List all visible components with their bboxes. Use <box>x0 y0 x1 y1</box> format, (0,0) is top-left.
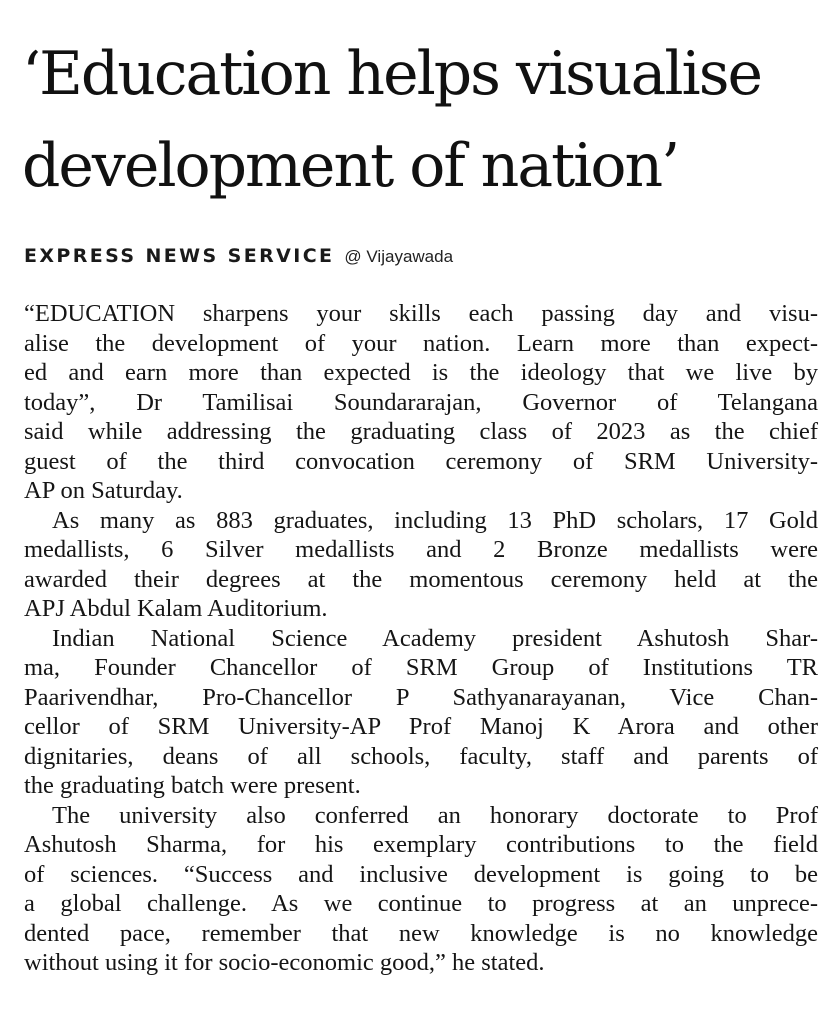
paragraph-2 <box>24 506 818 624</box>
paragraph-line: AP on Saturday. <box>24 477 183 504</box>
paragraph-line: dented pace, remember that new knowledge is no knowledge <box>24 919 818 947</box>
byline-dateline: @ Vijayawada <box>344 247 454 266</box>
paragraph-line: Ashutosh Sharma, for his exemplary contributions to the field <box>24 831 818 858</box>
byline <box>24 245 453 273</box>
paragraph-line: cellor of SRM University-AP Prof Manoj K Arora and other <box>24 713 818 740</box>
headline-line-1: ‘Education helps visualise <box>22 39 762 109</box>
paragraph-1 <box>24 299 818 506</box>
paragraph-line: awarded their degrees at the momentous ceremony held at the <box>24 565 818 593</box>
paragraph-line: Indian National Science Academy president Ashutosh Shar- <box>52 624 818 652</box>
paragraph-3 <box>24 624 818 801</box>
paragraph-line: Paarivendhar, Pro-Chancellor P Sathyanarayanan, Vice Chan- <box>24 683 818 711</box>
paragraph-line: As many as 883 graduates, including 13 PhD scholars, 17 Gold <box>52 506 818 534</box>
paragraph-4 <box>24 801 818 978</box>
paragraph-line: dignitaries, deans of all schools, faculty, staff and parents of <box>24 742 818 770</box>
byline-agency: EXPRESS NEWS SERVICE <box>24 245 335 267</box>
paragraph-line: of sciences. “Success and inclusive development is going to be <box>24 860 818 888</box>
paragraph-line: ed and earn more than expected is the ideology that we live by <box>24 359 818 386</box>
article-body <box>24 299 818 978</box>
paragraph-line: The university also conferred an honorary doctorate to Prof <box>52 801 818 829</box>
paragraph-line: today”, Dr Tamilisai Soundararajan, Governor of Telangana <box>24 388 818 416</box>
paragraph-line: said while addressing the graduating class of 2023 as the chief <box>24 418 818 445</box>
paragraph-line: alise the development of your nation. Learn more than expect- <box>24 329 818 357</box>
paragraph-line: a global challenge. As we continue to progress at an unprece- <box>24 890 818 917</box>
paragraph-line: “EDUCATION sharpens your skills each passing day and visu- <box>24 300 818 327</box>
paragraph-line: guest of the third convocation ceremony of SRM University- <box>24 447 818 475</box>
headline-line-2: development of nation’ <box>22 131 679 201</box>
paragraph-line: without using it for socio-economic good,” he stated. <box>24 949 545 976</box>
paragraph-line: the graduating batch were present. <box>24 772 361 799</box>
headline <box>22 28 822 212</box>
paragraph-line: ma, Founder Chancellor of SRM Group of Institutions TR <box>24 654 818 681</box>
paragraph-line: APJ Abdul Kalam Auditorium. <box>24 595 328 622</box>
paragraph-line: medallists, 6 Silver medallists and 2 Bronze medallists were <box>24 536 818 563</box>
